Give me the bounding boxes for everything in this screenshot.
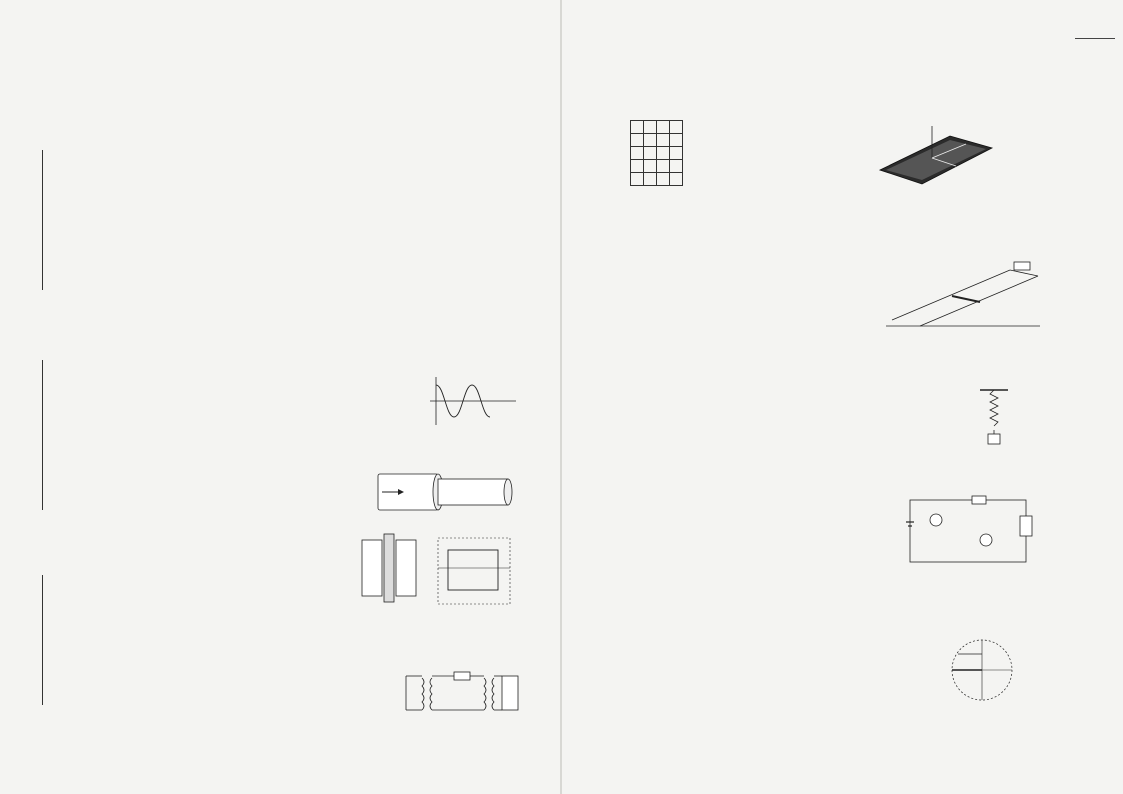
table-cell bbox=[631, 134, 644, 147]
q7-incline-figure bbox=[880, 256, 1050, 334]
table-header-cell bbox=[657, 121, 670, 134]
table-header-row bbox=[631, 121, 683, 134]
table-header-cell bbox=[644, 121, 657, 134]
q9-circuit-figure bbox=[902, 492, 1052, 572]
name-line bbox=[42, 575, 43, 705]
q5-transmission-figure bbox=[392, 662, 522, 724]
table-cell bbox=[670, 147, 683, 160]
table-cell bbox=[644, 147, 657, 160]
table-header-cell bbox=[631, 121, 644, 134]
table-cell bbox=[644, 173, 657, 186]
table-row bbox=[631, 173, 683, 186]
table-cell bbox=[657, 160, 670, 173]
table-cell bbox=[644, 134, 657, 147]
table-cell bbox=[631, 173, 644, 186]
q6-measurement-table bbox=[630, 120, 683, 186]
table-cell bbox=[657, 147, 670, 160]
q4-damper-figure bbox=[340, 528, 520, 620]
table-cell bbox=[644, 160, 657, 173]
corner-mark bbox=[1075, 38, 1115, 39]
table-row bbox=[631, 147, 683, 160]
table-cell bbox=[670, 173, 683, 186]
q8-spring-figure bbox=[974, 386, 1014, 450]
q6-phone-figure bbox=[870, 118, 1000, 190]
table-cell bbox=[670, 160, 683, 173]
table-cell bbox=[670, 134, 683, 147]
student-info-sidebar bbox=[0, 0, 60, 794]
table-cell bbox=[631, 147, 644, 160]
table-row bbox=[631, 134, 683, 147]
right-page bbox=[562, 0, 1123, 794]
table-row bbox=[631, 160, 683, 173]
q3-copper-rods-figure bbox=[372, 466, 522, 518]
table-header-cell bbox=[670, 121, 683, 134]
table-cell bbox=[631, 160, 644, 173]
class-line bbox=[42, 360, 43, 510]
q2-sine-graph bbox=[422, 373, 522, 429]
exam-number-line bbox=[42, 150, 43, 290]
table-cell bbox=[657, 134, 670, 147]
table-cell bbox=[657, 173, 670, 186]
q10-magnetic-field-figure bbox=[944, 632, 1020, 708]
left-page bbox=[0, 0, 560, 794]
